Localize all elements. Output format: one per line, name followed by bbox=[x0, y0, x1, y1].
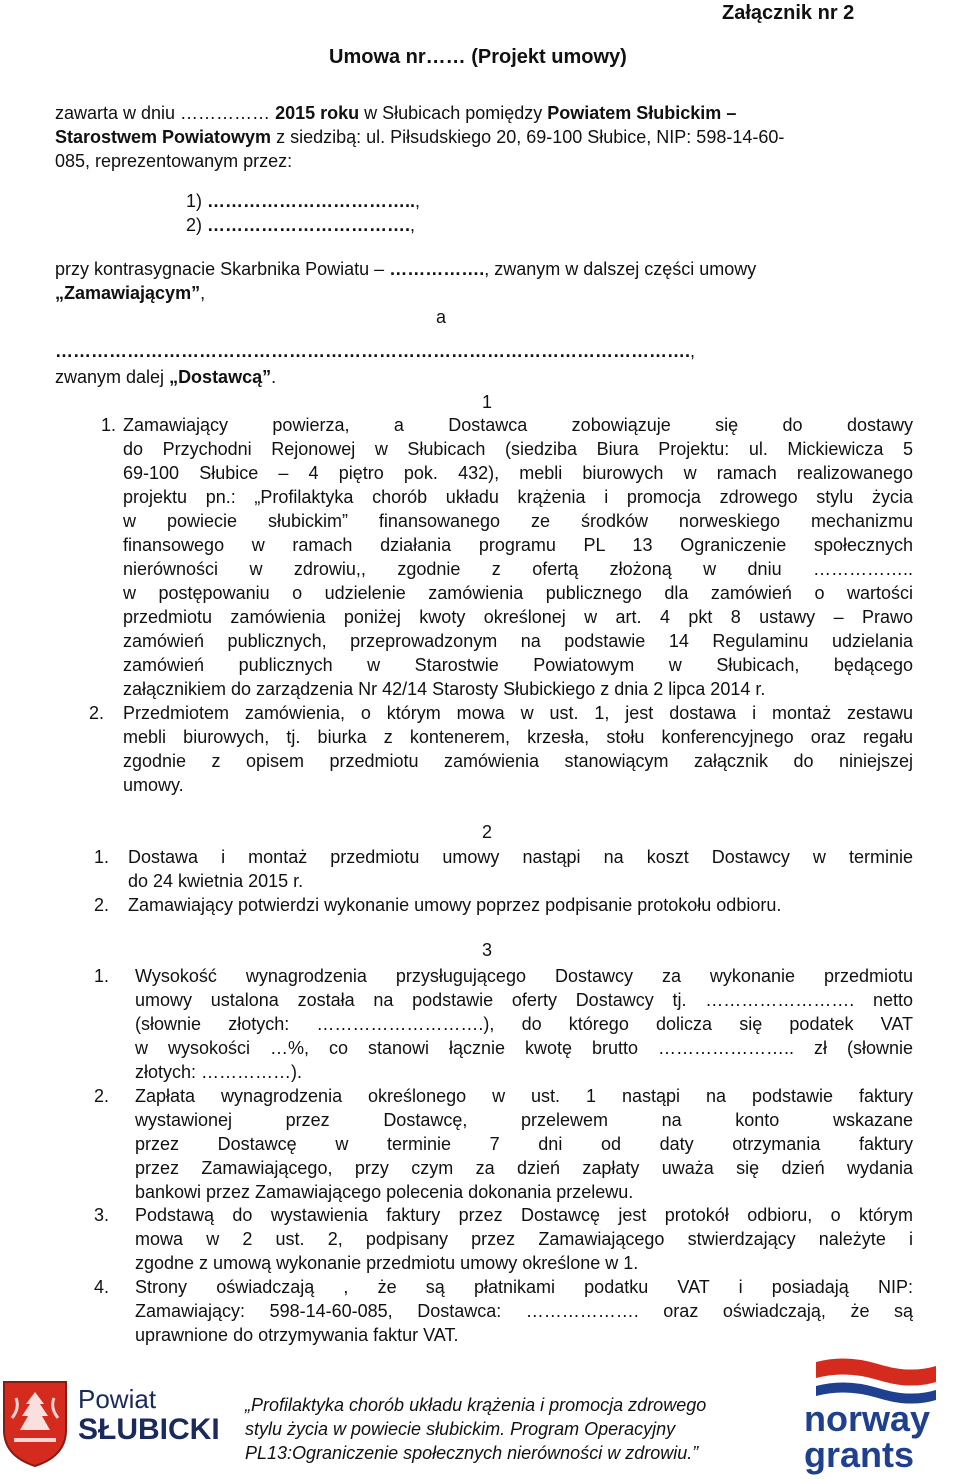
s1-p1-number: 1. bbox=[101, 415, 117, 435]
s3-p1-number: 1. bbox=[94, 966, 110, 986]
representative-2: 2) ……………………………., bbox=[186, 215, 416, 235]
caption-line-3: PL13:Ograniczenie społecznych nierówności w zdrowiu.” bbox=[245, 1443, 699, 1463]
intro-line-4: przy kontrasygnacie Skarbnika Powiatu – ……………., zwanym w dalszej części umowy bbox=[55, 259, 757, 279]
paragraph-line: Przedmiotem zamówienia, o którym mowa w ust. 1, jest dostawa i montaż zestawu bbox=[123, 703, 913, 723]
logo-powiat-text: Powiat bbox=[78, 1384, 157, 1414]
paragraph-line: zamówień publicznych w Starostwie Powiatowym w Słubicach, będącego bbox=[123, 655, 913, 675]
s3-p2-number: 2. bbox=[94, 1086, 110, 1106]
section-3-heading: 3 bbox=[482, 940, 493, 960]
paragraph-line: do Przychodni Rejonowej w Słubicach (siedziba Biura Projektu: ul. Mickiewicza 5 bbox=[123, 439, 913, 459]
project-caption bbox=[245, 1393, 706, 1465]
paragraph-line: w postępowaniu o udzielenie zamówienia publicznego dla zamówień o wartości bbox=[123, 583, 913, 603]
paragraph-line: przez Dostawcę w terminie 7 dni od daty otrzymania faktury bbox=[135, 1134, 913, 1154]
logo-norway-text: norway bbox=[804, 1398, 931, 1439]
paragraph-line: zamówień publicznych, przeprowadzonym na podstawie 14 Regulaminu udzielania bbox=[123, 631, 913, 651]
paragraph-line: przez Zamawiającego, przy czym za dzień zapłaty uważa się dzień wydania bbox=[135, 1158, 913, 1178]
paragraph-line: finansowego w ramach działania programu PL 13 Ograniczenie społecznych bbox=[123, 535, 913, 555]
paragraph-line: Zamawiający potwierdzi wykonanie umowy poprzez podpisanie protokołu odbioru. bbox=[128, 895, 782, 915]
caption-line-1: „Profilaktyka chorób układu krążenia i promocja zdrowego bbox=[245, 1395, 707, 1415]
document-title: Umowa nr…… (Projekt umowy) bbox=[329, 46, 627, 68]
logo-slubicki-text: SŁUBICKI bbox=[78, 1413, 220, 1446]
paragraph-line: 69-100 Słubice – 4 piętro pok. 432), mebli biurowych w ramach realizowanego bbox=[123, 463, 913, 483]
caption-line-2: stylu życia w powiecie słubickim. Program Operacyjny bbox=[245, 1419, 676, 1439]
s3-p2-text bbox=[135, 1084, 913, 1204]
paragraph-line: w powiecie słubickim” finansowanego ze środków norweskiego mechanizmu bbox=[123, 511, 913, 531]
paragraph-line: (słownie złotych: ……………………….), do którego dolicza się podatek VAT bbox=[135, 1014, 913, 1034]
paragraph-line: Zapłata wynagrodzenia określonego w ust. 1 nastąpi na podstawie faktury bbox=[135, 1086, 913, 1106]
paragraph-line: umowy ustalona została na podstawie oferty Dostawcy tj. ……………………. netto bbox=[135, 990, 913, 1010]
intro-line-3: 085, reprezentowanym przez: bbox=[55, 151, 293, 171]
paragraph-line: uprawnione do otrzymywania faktur VAT. bbox=[135, 1325, 459, 1345]
section-1-heading: 1 bbox=[482, 392, 493, 412]
and-word: a bbox=[436, 307, 447, 327]
powiat-slubicki-logo bbox=[0, 1378, 232, 1468]
paragraph-line: Podstawą do wystawienia faktury przez Dostawcę jest protokół odbioru, o którym bbox=[135, 1205, 913, 1225]
paragraph-line: Strony oświadczają , że są płatnikami podatku VAT i posiadają NIP: bbox=[135, 1277, 913, 1297]
paragraph-line: mebli biurowych, tj. biurka z kontenerem, krzesła, stołu konferencyjnego oraz regału bbox=[123, 727, 913, 747]
paragraph-line: do 24 kwietnia 2015 r. bbox=[128, 871, 304, 891]
s3-p3-text bbox=[135, 1203, 913, 1275]
s3-p4-number: 4. bbox=[94, 1277, 110, 1297]
logo-grants-text: grants bbox=[804, 1434, 915, 1475]
norway-grants-logo bbox=[786, 1356, 960, 1476]
s1-p1-text bbox=[123, 413, 913, 701]
intro-line-5: „Zamawiającym”, bbox=[55, 283, 206, 303]
s2-p1-text bbox=[128, 845, 913, 893]
s1-p2-text bbox=[123, 701, 913, 797]
paragraph-line: załącznikiem do zarządzenia Nr 42/14 Starosty Słubickiego z dnia 2 lipca 2014 r. bbox=[123, 679, 766, 699]
paragraph-line: projektu pn.: „Profilaktyka chorób układu krążenia i promocja zdrowego stylu życia bbox=[123, 487, 913, 507]
intro-line-1: zawarta w dniu …………… 2015 roku w Słubicach pomiędzy Powiatem Słubickim – bbox=[55, 103, 737, 123]
paragraph-line: bankowi przez Zamawiającego polecenia dokonania przelewu. bbox=[135, 1182, 634, 1202]
paragraph-line: mowa w 2 ust. 2, podpisany przez Zamawiającego stwierdzający należyte i bbox=[135, 1229, 913, 1249]
representative-1: 1) …………………………….., bbox=[186, 191, 421, 211]
supplier-placeholder: ……………………………………………………………………………………………., bbox=[55, 341, 696, 361]
paragraph-line: Zamawiający powierza, a Dostawca zobowiązuje się do dostawy bbox=[123, 415, 913, 435]
intro-line-2: Starostwem Powiatowym z siedzibą: ul. Piłsudskiego 20, 69-100 Słubice, NIP: 598-14-60- bbox=[55, 127, 785, 147]
s2-p1-number: 1. bbox=[94, 847, 110, 867]
s3-p1-text bbox=[135, 964, 913, 1084]
coat-of-arms-icon bbox=[0, 1378, 70, 1468]
s3-p4-text bbox=[135, 1275, 913, 1347]
paragraph-line: zgodne z umową wykonanie przedmiotu umowy określone w 1. bbox=[135, 1253, 639, 1273]
s2-p2-number: 2. bbox=[94, 895, 110, 915]
s1-p2-number: 2. bbox=[89, 703, 105, 723]
paragraph-line: przedmiotu zamówienia poniżej kwoty określonej w art. 4 pkt 8 ustawy – Prawo bbox=[123, 607, 913, 627]
paragraph-line: umowy. bbox=[123, 775, 184, 795]
paragraph-line: złotych: ……………). bbox=[135, 1062, 303, 1082]
paragraph-line: zgodnie z opisem przedmiotu zamówienia stanowiącym załącznik do niniejszej bbox=[123, 751, 913, 771]
s3-p3-number: 3. bbox=[94, 1205, 110, 1225]
paragraph-line: wystawionej przez Dostawcę, przelewem na konto wskazane bbox=[135, 1110, 913, 1130]
paragraph-line: Wysokość wynagrodzenia przysługującego Dostawcy za wykonanie przedmiotu bbox=[135, 966, 913, 986]
attachment-label: Załącznik nr 2 bbox=[722, 2, 855, 24]
paragraph-line: Zamawiający: 598-14-60-085, Dostawca: ………………. oraz oświadczają, że są bbox=[135, 1301, 913, 1321]
paragraph-line: Dostawa i montaż przedmiotu umowy nastąpi na koszt Dostawcy w terminie bbox=[128, 847, 913, 867]
intro-line-6: zwanym dalej „Dostawcą”. bbox=[55, 367, 277, 387]
section-2-heading: 2 bbox=[482, 822, 493, 842]
s2-p2-text bbox=[128, 893, 913, 917]
paragraph-line: nierówności w zdrowiu,, zgodnie z ofertą złożoną w dniu …………….. bbox=[123, 559, 913, 579]
paragraph-line: w wysokości …%, co stanowi łącznie kwotę brutto ………………….. zł (słownie bbox=[135, 1038, 913, 1058]
